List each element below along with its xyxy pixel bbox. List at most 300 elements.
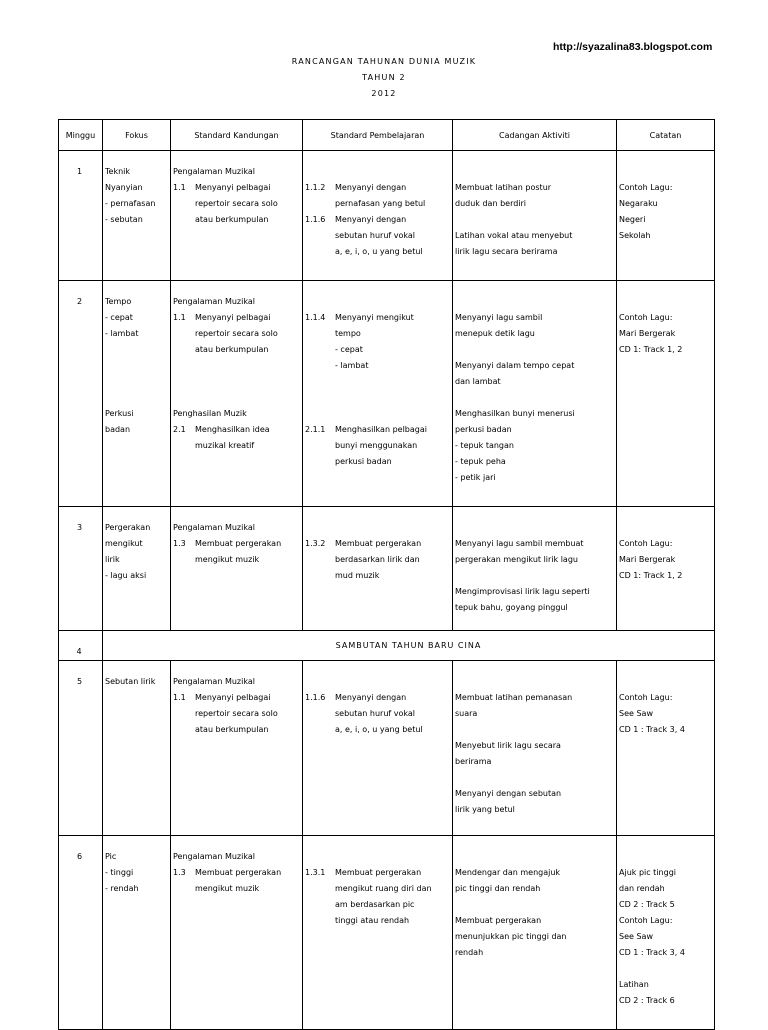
- standard-kandungan-cell-content: [171, 507, 302, 568]
- cell-line: [173, 164, 300, 180]
- fokus-cell: [103, 836, 171, 1030]
- cell-text: Pergerakan: [105, 523, 151, 532]
- cell-line: [105, 520, 168, 536]
- cell-text: [619, 961, 712, 977]
- cell-text: Menyanyi dengan sebutan: [455, 789, 562, 798]
- standard-kandungan-cell: [171, 507, 303, 631]
- cell-line: [619, 228, 712, 244]
- cell-text: Mengimprovisasi lirik lagu seperti: [455, 587, 590, 596]
- header-standard-pembelajaran: Standard Pembelajaran: [303, 120, 453, 151]
- cell-text: atau berkumpulan: [195, 725, 269, 734]
- cell-line: [619, 568, 712, 584]
- cell-line: [105, 849, 168, 865]
- cell-line: [305, 390, 450, 406]
- cell-line: [619, 294, 712, 310]
- header-fokus: Fokus: [103, 120, 171, 151]
- cell-text: dan lambat: [455, 377, 501, 386]
- cell-line: [455, 358, 614, 374]
- cell-text: Negeri: [619, 215, 646, 224]
- cell-text: dan rendah: [619, 884, 665, 893]
- cell-text: [619, 164, 712, 180]
- cell-text: tempo: [335, 329, 361, 338]
- cell-text: [455, 164, 614, 180]
- cell-line: [455, 196, 614, 212]
- cell-text: Membuat pergerakan: [455, 916, 542, 925]
- standard-code: 2.1: [173, 425, 186, 434]
- table-row: [59, 631, 715, 661]
- cell-line: [455, 536, 614, 552]
- cell-text: See Saw: [619, 932, 653, 941]
- cell-line: [305, 438, 450, 454]
- cell-text: [619, 674, 712, 690]
- fokus-cell: [103, 507, 171, 631]
- cell-text: Contoh Lagu:: [619, 916, 673, 925]
- standard-code: [173, 212, 195, 228]
- cell-line: [455, 600, 614, 616]
- cell-text: [455, 849, 614, 865]
- cell-text: - cepat: [335, 345, 363, 354]
- standard-code: [305, 228, 335, 244]
- cell-text: berirama: [455, 757, 492, 766]
- cell-line: [619, 706, 712, 722]
- cell-text: Latihan: [619, 980, 649, 989]
- cell-line: [105, 374, 168, 390]
- cell-text: - cepat: [105, 313, 133, 322]
- cadangan-aktiviti-cell-content: [453, 836, 616, 961]
- cell-text: Latihan vokal atau menyebut: [455, 231, 573, 240]
- cell-line: [105, 342, 168, 358]
- cell-text: Menyanyi pelbagai: [195, 313, 271, 322]
- week-cell: [59, 281, 103, 507]
- cell-text: Perkusi: [105, 409, 134, 418]
- cell-text: CD 1: Track 1, 2: [619, 571, 683, 580]
- cell-line: [455, 913, 614, 929]
- cell-line: [305, 374, 450, 390]
- week-cell-content: [59, 661, 102, 690]
- cell-line: [305, 865, 450, 881]
- cell-text: repertoir secara solo: [195, 329, 278, 338]
- cell-line: [105, 422, 168, 438]
- catatan-cell-content: [617, 281, 714, 358]
- cell-text: perkusi badan: [455, 425, 512, 434]
- cell-line: [455, 244, 614, 260]
- cell-line: [455, 326, 614, 342]
- cell-line: [305, 422, 450, 438]
- cell-text: berdasarkan lirik dan: [335, 555, 420, 564]
- cell-text: Tempo: [105, 297, 132, 306]
- cell-line: [105, 674, 168, 690]
- cadangan-aktiviti-cell-content: [453, 507, 616, 616]
- cell-line: [173, 212, 300, 228]
- cell-line: [173, 674, 300, 690]
- cell-line: [59, 644, 100, 660]
- standard-code: 1.3.1: [305, 868, 326, 877]
- fokus-cell-content: [103, 281, 170, 438]
- cell-text: tinggi atau rendah: [335, 916, 410, 925]
- cell-line: [455, 454, 614, 470]
- cell-text: a, e, i, o, u yang betul: [335, 247, 423, 256]
- cell-line: [59, 294, 100, 310]
- cell-text: lirik lagu secara berirama: [455, 247, 558, 256]
- cell-line: [455, 690, 614, 706]
- table-row: [59, 507, 715, 631]
- cell-line: [455, 706, 614, 722]
- cell-line: [619, 881, 712, 897]
- cell-line: [455, 945, 614, 961]
- cell-line: [455, 406, 614, 422]
- cell-text: [105, 342, 168, 358]
- cell-text: pernafasan yang betul: [335, 199, 426, 208]
- cell-text: am berdasarkan pic: [335, 900, 415, 909]
- cell-line: [173, 552, 300, 568]
- cell-text: [619, 520, 712, 536]
- cell-text: - lambat: [105, 329, 139, 338]
- cell-line: [105, 552, 168, 568]
- standard-code: [305, 196, 335, 212]
- cell-line: [455, 865, 614, 881]
- cell-line: [173, 180, 300, 196]
- cell-text: [455, 722, 614, 738]
- cell-line: [455, 180, 614, 196]
- standard-code: [305, 358, 335, 374]
- cell-text: [455, 294, 614, 310]
- standard-code: [173, 438, 195, 454]
- cell-line: [619, 929, 712, 945]
- table-row: [59, 281, 715, 507]
- cadangan-aktiviti-cell-content: [453, 151, 616, 260]
- cell-line: [173, 520, 300, 536]
- standard-code: [305, 438, 335, 454]
- cell-line: [455, 786, 614, 802]
- standard-code: [305, 897, 335, 913]
- cell-line: [455, 674, 614, 690]
- cell-text: Pengalaman Muzikal: [173, 297, 255, 306]
- cell-line: [619, 865, 712, 881]
- cell-line: [105, 196, 168, 212]
- yearly-plan-table: [58, 119, 715, 1030]
- cell-text: Menyanyi dalam tempo cepat: [455, 361, 575, 370]
- cell-line: [455, 374, 614, 390]
- cell-text: badan: [105, 425, 131, 434]
- standard-code: [305, 294, 335, 310]
- cadangan-aktiviti-cell: [453, 836, 617, 1030]
- cell-text: rendah: [455, 948, 484, 957]
- document-subtitle-year: 2012: [371, 89, 397, 98]
- catatan-cell-content: [617, 836, 714, 1009]
- catatan-cell-content: [617, 151, 714, 244]
- cell-text: repertoir secara solo: [195, 199, 278, 208]
- cadangan-aktiviti-cell: [453, 151, 617, 281]
- fokus-cell: [103, 151, 171, 281]
- cell-line: [305, 164, 450, 180]
- cell-line: [173, 849, 300, 865]
- cell-text: suara: [455, 709, 478, 718]
- cell-line: [455, 228, 614, 244]
- cell-line: [59, 849, 100, 865]
- cadangan-aktiviti-cell: [453, 507, 617, 631]
- week-cell-content: [59, 631, 102, 660]
- cell-text: Teknik: [105, 167, 131, 176]
- cadangan-aktiviti-cell: [453, 281, 617, 507]
- cell-text: sebutan huruf vokal: [335, 709, 415, 718]
- cell-text: menepuk detik lagu: [455, 329, 535, 338]
- cell-text: CD 2 : Track 5: [619, 900, 675, 909]
- cell-line: [173, 438, 300, 454]
- cell-line: [305, 552, 450, 568]
- cell-line: [305, 180, 450, 196]
- cell-text: CD 1 : Track 3, 4: [619, 948, 685, 957]
- cell-line: [105, 180, 168, 196]
- cell-text: [105, 374, 168, 390]
- cell-line: [173, 865, 300, 881]
- cell-line: [59, 520, 100, 536]
- cell-text: Menghasilkan idea: [195, 425, 270, 434]
- cell-line: [305, 849, 450, 865]
- fokus-cell: [103, 661, 171, 836]
- cell-text: 1: [76, 167, 83, 176]
- cell-text: Menyanyi dengan: [335, 215, 407, 224]
- cell-line: [105, 294, 168, 310]
- catatan-cell: [617, 281, 715, 507]
- cell-text: pergerakan mengikut lirik lagu: [455, 555, 578, 564]
- cell-line: [619, 961, 712, 977]
- cell-text: Membuat latihan pemanasan: [455, 693, 573, 702]
- cell-text: - lagu aksi: [105, 571, 147, 580]
- standard-code: [173, 196, 195, 212]
- cell-text: Contoh Lagu:: [619, 539, 673, 548]
- cell-line: [173, 536, 300, 552]
- document-subtitle-year-level: TAHUN 2: [362, 73, 406, 82]
- standard-kandungan-cell: [171, 151, 303, 281]
- cell-text: mud muzik: [335, 571, 380, 580]
- standard-code: [305, 552, 335, 568]
- cell-text: lirik yang betul: [455, 805, 515, 814]
- header-standard-kandungan: Standard Kandungan: [171, 120, 303, 151]
- cell-text: CD 1 : Track 3, 4: [619, 725, 685, 734]
- catatan-cell: [617, 507, 715, 631]
- cell-line: [59, 674, 100, 690]
- cell-text: Ajuk pic tinggi: [619, 868, 676, 877]
- cell-text: Membuat pergerakan: [335, 539, 422, 548]
- standard-code: [305, 326, 335, 342]
- standard-kandungan-cell-content: [171, 661, 302, 738]
- cell-line: [619, 993, 712, 1009]
- cell-line: [105, 865, 168, 881]
- document-title: RANCANGAN TAHUNAN DUNIA MUZIK: [291, 57, 477, 66]
- cell-text: [173, 374, 300, 390]
- cell-line: [173, 722, 300, 738]
- cell-line: [305, 454, 450, 470]
- cell-line: [455, 164, 614, 180]
- fokus-cell-content: [103, 661, 170, 690]
- cell-line: [305, 706, 450, 722]
- cell-text: Menyanyi pelbagai: [195, 693, 271, 702]
- cell-text: [455, 212, 614, 228]
- standard-code: [305, 390, 335, 406]
- cell-text: [105, 390, 168, 406]
- catatan-cell: [617, 151, 715, 281]
- standard-kandungan-cell-content: [171, 281, 302, 454]
- standard-code: 1.3.2: [305, 539, 326, 548]
- cell-text: duduk dan berdiri: [455, 199, 527, 208]
- cell-text: [335, 294, 450, 310]
- cell-line: [105, 390, 168, 406]
- table-header-row: [59, 120, 715, 151]
- standard-code: [305, 706, 335, 722]
- standard-kandungan-cell: [171, 281, 303, 507]
- cell-text: [335, 520, 450, 536]
- cell-line: [305, 294, 450, 310]
- cell-line: [455, 342, 614, 358]
- cell-text: muzikal kreatif: [195, 441, 255, 450]
- cell-line: [619, 536, 712, 552]
- cell-line: [173, 706, 300, 722]
- cell-line: [105, 310, 168, 326]
- cell-line: [305, 536, 450, 552]
- cell-line: [455, 422, 614, 438]
- cell-text: [619, 849, 712, 865]
- cell-text: [173, 358, 300, 374]
- cell-text: CD 1: Track 1, 2: [619, 345, 683, 354]
- cell-text: [455, 897, 614, 913]
- standard-code: [305, 913, 335, 929]
- cell-text: [455, 342, 614, 358]
- cell-line: [173, 390, 300, 406]
- cell-text: [335, 849, 450, 865]
- catatan-cell-content: [617, 507, 714, 584]
- standard-code: [173, 326, 195, 342]
- standard-code: 1.1.6: [305, 693, 326, 702]
- cell-line: [305, 310, 450, 326]
- fokus-cell: [103, 281, 171, 507]
- cell-line: [105, 536, 168, 552]
- cell-line: [305, 897, 450, 913]
- cell-text: mengikut muzik: [195, 884, 260, 893]
- cell-text: 4: [76, 647, 83, 656]
- cell-line: [59, 164, 100, 180]
- cell-text: [173, 390, 300, 406]
- cell-line: [105, 881, 168, 897]
- cell-line: [305, 568, 450, 584]
- cell-text: Sekolah: [619, 231, 651, 240]
- catatan-cell: [617, 836, 715, 1030]
- event-cell: SAMBUTAN TAHUN BARU CINA: [103, 631, 715, 661]
- cell-line: [455, 438, 614, 454]
- standard-pembelajaran-cell-content: [303, 836, 452, 929]
- cell-text: Menyanyi lagu sambil: [455, 313, 543, 322]
- standard-pembelajaran-cell: [303, 281, 453, 507]
- standard-code: 2.1.1: [305, 425, 326, 434]
- cell-text: Contoh Lagu:: [619, 313, 673, 322]
- standard-pembelajaran-cell: [303, 661, 453, 836]
- cell-text: Nyanyian: [105, 183, 143, 192]
- standard-code: [305, 722, 335, 738]
- blog-url: http://syazalina83.blogspot.com: [553, 41, 713, 53]
- cell-line: [455, 722, 614, 738]
- week-cell-content: [59, 281, 102, 310]
- cell-text: - pernafasan: [105, 199, 156, 208]
- cadangan-aktiviti-cell-content: [453, 281, 616, 486]
- standard-code: [173, 706, 195, 722]
- cell-line: [305, 342, 450, 358]
- week-cell: [59, 151, 103, 281]
- cell-line: [305, 244, 450, 260]
- cell-text: Contoh Lagu:: [619, 183, 673, 192]
- cell-text: tepuk bahu, goyang pinggul: [455, 603, 568, 612]
- table-row: [59, 151, 715, 281]
- cell-line: [305, 228, 450, 244]
- cell-line: [619, 342, 712, 358]
- cell-line: [455, 849, 614, 865]
- cell-line: [173, 690, 300, 706]
- cell-text: Penghasilan Muzik: [173, 409, 247, 418]
- week-cell: [59, 836, 103, 1030]
- table-row: [59, 836, 715, 1030]
- cell-line: [455, 754, 614, 770]
- standard-code: [305, 244, 335, 260]
- cell-text: - rendah: [105, 884, 139, 893]
- cell-text: 6: [76, 852, 83, 861]
- cell-line: [455, 310, 614, 326]
- cell-line: [305, 690, 450, 706]
- cell-line: [455, 738, 614, 754]
- standard-code: 1.1.6: [305, 215, 326, 224]
- cell-line: [455, 881, 614, 897]
- standard-code: 1.3: [173, 539, 186, 548]
- cell-text: [335, 374, 450, 390]
- standard-code: [173, 722, 195, 738]
- cell-line: [619, 310, 712, 326]
- cell-text: CD 2 : Track 6: [619, 996, 675, 1005]
- cell-text: lirik: [105, 555, 120, 564]
- standard-code: [173, 552, 195, 568]
- cell-line: [173, 374, 300, 390]
- cell-text: - tepuk tangan: [455, 441, 514, 450]
- cell-text: [619, 294, 712, 310]
- cell-line: [305, 326, 450, 342]
- cell-line: [105, 406, 168, 422]
- cell-line: [305, 406, 450, 422]
- standard-code: 1.1: [173, 183, 186, 192]
- cell-line: [173, 310, 300, 326]
- cell-text: Menyanyi dengan: [335, 183, 407, 192]
- cell-text: Sebutan lirik: [105, 677, 156, 686]
- cell-line: [105, 164, 168, 180]
- cell-text: [455, 674, 614, 690]
- cell-text: bunyi menggunakan: [335, 441, 418, 450]
- standard-code: [305, 342, 335, 358]
- cell-line: [619, 897, 712, 913]
- table-row: [59, 661, 715, 836]
- standard-code: [305, 374, 335, 390]
- cell-line: [305, 520, 450, 536]
- cell-text: a, e, i, o, u yang betul: [335, 725, 423, 734]
- cell-text: Pengalaman Muzikal: [173, 677, 255, 686]
- cell-text: perkusi badan: [335, 457, 392, 466]
- cell-line: [173, 196, 300, 212]
- catatan-cell-content: [617, 661, 714, 738]
- cell-text: - sebutan: [105, 215, 143, 224]
- cell-text: [335, 406, 450, 422]
- cell-text: Menyebut lirik lagu secara: [455, 741, 561, 750]
- week-cell-content: [59, 836, 102, 865]
- cell-line: [619, 945, 712, 961]
- cell-line: [173, 326, 300, 342]
- cell-text: Pengalaman Muzikal: [173, 167, 255, 176]
- cell-text: [455, 568, 614, 584]
- week-cell-content: [59, 151, 102, 180]
- catatan-cell: [617, 661, 715, 836]
